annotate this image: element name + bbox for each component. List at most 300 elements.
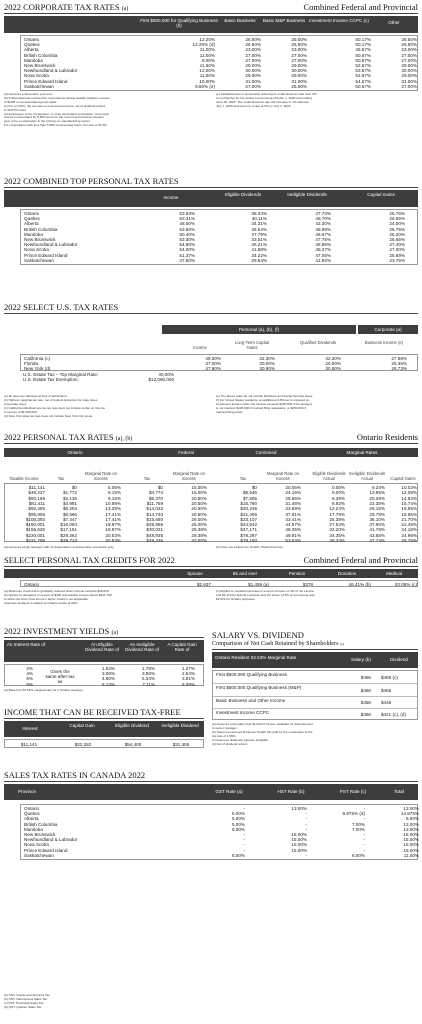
row-label: Prince Edward Island <box>24 252 68 258</box>
cell-value: 42.30% <box>315 221 331 227</box>
corporate-rule <box>4 13 418 14</box>
cell-value: 15.00% <box>291 842 307 848</box>
corporate-header-band <box>4 16 418 33</box>
cell-value: 4.60% <box>101 676 115 682</box>
cell-value: $17,151 <box>60 527 77 533</box>
row-label: Alberta <box>24 47 39 53</box>
footnote: (c) Assumes dividends paid are ineligible. <box>212 737 269 742</box>
footnote: to which the First-Time Donor's Super Credit is not applicable. <box>4 596 89 601</box>
cell-value: 29.00% <box>401 73 417 79</box>
footnote: married filing jointly. <box>216 409 244 414</box>
cell-value: - <box>305 826 307 832</box>
cell-value: 12.00% <box>403 826 419 832</box>
row-label: Alberta <box>24 816 39 822</box>
sales-header: PST Rate (c) <box>339 789 367 794</box>
personal-top-header: Eligible Dividends <box>224 192 262 197</box>
cell-value: 32.30% <box>259 356 275 361</box>
cell-value: 5.00% <box>405 816 419 822</box>
salary-header-band <box>212 652 418 668</box>
cell-value: $28,558 <box>146 522 163 528</box>
cell-value: 20.05% <box>285 485 301 490</box>
cell-value: $459 (c) <box>381 674 398 680</box>
cell-value: 6.39% <box>331 495 345 501</box>
cell-value: 32.30% <box>325 356 341 361</box>
footnote: (a) All rates are effective at time of publication. <box>4 394 68 398</box>
row-label: Manitoba <box>24 231 43 237</box>
cell-value: 46.67% <box>315 231 331 237</box>
salary-header-salary: Salary (b) <box>351 657 371 662</box>
cell-value: 15.00% <box>291 832 307 837</box>
footnote: (c) California individual income tax rate does not include surtax on income <box>4 405 106 410</box>
yields-header: A Capital Gain Rate of <box>167 642 197 652</box>
cell-value: $6,204 <box>62 506 77 512</box>
cell-value: 27.00% <box>401 57 417 63</box>
personal-top-section <box>4 176 418 286</box>
footnote: (d) Net of dividend refund. <box>212 741 248 746</box>
cell-value: 26.65% <box>389 237 405 242</box>
footnote: (b) Takes into account Employer Health Tax paid by the corporation at the <box>212 729 313 734</box>
row-label: British Columbia <box>24 52 58 58</box>
cell-value: - <box>363 847 365 853</box>
footnote: year or be a corporation in the primary or manufacturing sector. <box>4 119 91 124</box>
cell-value: $16,084 <box>60 522 77 528</box>
cell-value: 50.67% <box>355 57 371 63</box>
cell-value: 47.74% <box>369 538 385 543</box>
cell-value: 1.27% <box>181 666 195 671</box>
cell-value: 9.15% <box>107 490 121 496</box>
row-label: First $500,000 Qualifying Business <box>216 672 287 677</box>
cell-value: $44,642 <box>240 522 257 528</box>
cell-value: 2% <box>26 666 33 671</box>
cell-value: 20.00% <box>259 361 275 367</box>
cell-value: 8.92% <box>331 500 345 506</box>
taxfree-title: INCOME THAT CAN BE RECEIVED TAX-FREE <box>4 707 181 717</box>
footnote: (a) Maximum credit that is gradually reduced when income exceeds $39,826. <box>4 589 110 593</box>
ptr-groups-band <box>4 448 418 457</box>
cell-value: 9.00% <box>201 57 215 63</box>
cell-value: 48.35% <box>285 527 301 533</box>
cell-value: 9.15% <box>107 495 121 501</box>
footnote: is 30.67% lower. <box>4 107 27 112</box>
taxfree-header-band <box>4 721 204 737</box>
us-header: Income <box>193 345 207 350</box>
cell-value: 23.00% <box>291 47 307 53</box>
cell-value: 23.00% <box>401 47 417 53</box>
footnote: (b) Highest marginal tax rate, net of federal deduction for state taxes <box>4 397 98 402</box>
cell-value: 21.70% <box>401 516 417 522</box>
sales-header: GST Rate (a) <box>215 789 243 794</box>
cell-value: 29.00% <box>291 73 307 79</box>
salary-subtitle-text: Comparison of Net Cash Retained by Shareholders <box>212 640 339 647</box>
salary-table <box>212 670 418 720</box>
cell-value: 15.00% <box>403 832 419 837</box>
estate-label: U.S. Estate Tax Exemption: <box>23 377 79 383</box>
row-label: Newfoundland & Labrador <box>24 68 78 74</box>
cell-value: 24.96% <box>401 532 417 538</box>
cell-value: $14,033 <box>146 506 163 512</box>
ptr-group: Marginal Rates <box>346 450 378 455</box>
cell-value: 43.41% <box>285 516 301 522</box>
cell-value: 17.79% <box>329 511 345 517</box>
row-label: $155,626 <box>25 527 45 533</box>
footnote: (c) PST: Provincial Sales Tax <box>4 1000 44 1005</box>
sales-table <box>20 804 418 860</box>
sales-title: SALES TAX RATES IN CANADA 2022 <box>4 770 146 780</box>
cell-value: 29.00% <box>245 63 261 68</box>
personal-top-rule <box>4 187 418 188</box>
row-label: Manitoba <box>24 826 43 832</box>
cell-value: $29,362 <box>60 532 77 538</box>
cell-value: 36.54% <box>251 226 267 232</box>
footnote: For corporations with less than 5,500 remunerated hours, the rate is 20.5%. <box>4 123 108 128</box>
cell-value: $6,546 <box>242 490 257 496</box>
footnote: of $10M on an associated group basis. <box>4 99 58 104</box>
cell-value: 12.08% <box>401 490 417 496</box>
cell-value: 25.69% <box>389 252 405 258</box>
personal-top-table <box>20 209 418 265</box>
footnote: (b) Applies to donations in excess of $200 and taxable income below $221,708 <box>4 592 112 597</box>
cell-value: $79,150 <box>240 538 257 543</box>
us-personal-band <box>162 325 356 334</box>
personal-top-header-band <box>4 190 418 207</box>
corporate-notes-right <box>216 93 418 109</box>
estate-value: 40.00% <box>158 372 174 377</box>
cell-value: $31,455 <box>172 742 190 747</box>
cell-value: 25.16% <box>369 506 385 512</box>
table-row <box>21 84 417 89</box>
cell-value: 5.00% <box>231 852 245 858</box>
ptr-note-b: (b) Does not include the Ontario Health Premium. <box>216 545 284 549</box>
footnote: and be remunerated for 5,500 hours for the current and previous taxation <box>4 115 104 120</box>
cell-value: - <box>363 832 365 837</box>
cell-value: 13.00% <box>403 806 419 811</box>
ptr-title-sup: (a), (b) <box>115 436 133 442</box>
row-label: $92,455 <box>28 506 45 512</box>
cell-value: $1,459 (a) <box>248 582 269 587</box>
cell-value: $421 (c), (d) <box>381 712 407 718</box>
cell-value: 6% <box>26 676 33 682</box>
row-label: Quebec <box>24 216 41 222</box>
us-table <box>20 354 418 371</box>
cell-value: 3.56% <box>141 671 155 677</box>
cell-value: 46.41% (b) <box>348 582 371 587</box>
cell-value: 29.00% <box>245 73 261 79</box>
cell-value: 25.20% <box>389 231 405 237</box>
cell-value: 17.41% <box>105 516 121 522</box>
cell-value: 50.67% <box>355 83 371 89</box>
row-label: Basic Business and Other Income <box>216 697 286 703</box>
cell-value: 48.00% <box>179 221 195 227</box>
row-label: Quebec <box>24 42 41 48</box>
cell-value: 23.75% <box>389 257 405 263</box>
credits-table <box>20 580 418 587</box>
cell-value: 49.91% <box>285 532 301 538</box>
taxfree-header: Ineligible Dividend <box>161 723 199 728</box>
cell-value: 53.53% <box>285 538 301 543</box>
cell-value: 26.00% <box>191 516 207 522</box>
salary-rule <box>212 649 418 650</box>
row-label: California (c) <box>24 356 51 361</box>
cell-value: $14,740 <box>146 511 163 517</box>
cell-value: $20,236 <box>240 506 257 512</box>
cell-value: $11,769 <box>146 500 163 506</box>
cell-value: 11.50% <box>199 63 215 68</box>
us-header: Business Income (e) <box>364 340 404 345</box>
cell-value: 50.17% <box>355 42 371 48</box>
cell-value: 50.17% <box>355 37 371 42</box>
cell-value: - <box>243 842 245 848</box>
cell-value: 1.53% <box>101 666 115 671</box>
cell-value: 20.50% <box>191 506 207 512</box>
cell-value: 24.15% <box>285 490 301 496</box>
footnote: to owner manager. <box>212 725 238 730</box>
cell-value: $29,713 <box>60 538 77 543</box>
sales-header: HST Rate (b) <box>277 789 305 794</box>
cell-value: 31.00% <box>291 78 307 84</box>
row-label: $100,393 <box>25 516 45 522</box>
cell-value: 33.89% <box>285 506 301 512</box>
cell-value: 13.39% <box>105 506 121 512</box>
table-row <box>21 582 417 587</box>
corporate-header: Other <box>388 20 400 25</box>
row-label: Ontario <box>24 37 40 42</box>
cell-value: - <box>363 842 365 848</box>
cell-value: 53.30% <box>179 237 195 242</box>
cell-value: 36.10% <box>369 516 385 522</box>
cell-value: $2,135 <box>62 495 77 501</box>
cell-value: $456 <box>360 712 371 718</box>
cell-value: $1,772 <box>62 490 77 496</box>
cell-value: $49,436 <box>146 538 163 543</box>
credits-section <box>4 555 418 615</box>
cell-value: 29.78% <box>369 511 385 517</box>
cell-value: 15.00% <box>403 847 419 853</box>
cell-value: 47.74% <box>315 211 331 216</box>
row-label: Saskatchewan <box>24 257 54 263</box>
cell-value: 24.18% <box>401 527 417 533</box>
cell-value: $54,400 <box>124 742 142 747</box>
cell-value: 53.31% <box>179 216 195 222</box>
ptr-note-a: (a) Assumes single taxpayer with no dependents receiving basic exemption only. <box>4 545 115 549</box>
cell-value: 33.00% <box>191 538 207 543</box>
cell-value: $16,760 <box>240 500 257 506</box>
cell-value: $47,171 <box>240 527 257 533</box>
cell-value: 50.40% <box>179 231 195 237</box>
cell-value: 6.13% <box>101 681 115 687</box>
table-row <box>21 258 417 263</box>
cell-value: 52.67% <box>355 73 371 79</box>
cell-value: 37.91% <box>285 511 301 517</box>
cell-value: - <box>305 816 307 822</box>
cell-value: 41.58% <box>251 247 267 253</box>
sales-header-band <box>4 784 418 800</box>
estate-value: $12,060,000 <box>148 377 174 383</box>
yields-header-band <box>4 640 204 662</box>
cell-value: 23.00% <box>245 47 261 53</box>
corporate-right-title: Combined Federal and Provincial <box>303 2 418 12</box>
footnote: (e) The above rates do not include Medicare and Social Security taxes. <box>216 394 314 398</box>
corporate-title-sup: (a) <box>121 6 129 12</box>
personal-top-header: Income <box>163 195 179 200</box>
cell-value: 33.51% <box>251 237 267 242</box>
yields-title-sup: (a) <box>111 630 119 636</box>
cell-value: $378 <box>302 582 313 587</box>
row-label: Nova Scotia <box>24 247 49 253</box>
footnote: is not married, $125,000 if married filing separately, or $250,000 if <box>216 405 306 410</box>
table-row <box>5 682 203 687</box>
cell-value: 13.95% <box>369 490 385 496</box>
us-corporate-label: Corporate (a) <box>374 327 402 332</box>
credits-header: Pension <box>288 571 306 576</box>
cell-value: $0 <box>157 485 163 490</box>
cell-value: 41.78% <box>369 527 385 533</box>
cell-value: 18.97% <box>105 522 121 528</box>
yields-table <box>4 664 204 686</box>
estate-row <box>20 377 280 382</box>
cell-value: 27.00% <box>245 57 261 63</box>
cell-value: $7,505 <box>242 495 257 501</box>
row-label: Newfoundland & Labrador <box>24 242 78 248</box>
row-label: New York (d) <box>24 366 51 372</box>
cell-value: $23,107 <box>240 516 257 522</box>
cell-value: 30.00% <box>401 68 417 74</box>
cell-value: 3.06% <box>101 671 115 677</box>
table-row <box>213 683 417 695</box>
cell-value: 26.75% <box>389 226 405 232</box>
credits-header: Donation <box>337 571 357 576</box>
cell-value: $11,141 <box>20 742 38 747</box>
cell-value: $30,021 <box>146 527 163 533</box>
cell-value: 17.41% <box>105 511 121 517</box>
cell-value: 15.00% <box>291 837 307 843</box>
cell-value: 20.50% <box>191 500 207 506</box>
cell-value: 34.31% <box>251 221 267 227</box>
cell-value: 3.81% <box>181 676 195 682</box>
cell-value: 15.00% <box>403 837 419 843</box>
corporate-header: First $500,000 for Qualifying Business (b) <box>140 18 218 28</box>
us-personal-label: Personal (a), (b), (f) <box>238 327 280 332</box>
cell-value: 12.00% <box>403 821 419 827</box>
estate-label: U.S. Estate Tax – Top Marginal Rate: <box>23 372 99 377</box>
us-notes-right <box>216 395 418 415</box>
us-corporate-band <box>358 325 418 334</box>
us-section <box>4 302 418 442</box>
cell-value: 46.67% <box>355 47 371 53</box>
ptr-column-header: Ineligible Dividends Actual <box>348 471 386 482</box>
cell-value: 27.40% <box>389 242 405 248</box>
ptr-column-header: Eligible Dividends Actual <box>312 471 346 482</box>
cell-value: 34.22% <box>251 252 267 258</box>
cell-value: 2.54% <box>181 671 195 677</box>
row-label: Investment Income CCPC <box>216 709 270 715</box>
cell-value: 7.11% <box>142 681 155 687</box>
cell-value: $22,282 <box>74 742 92 747</box>
cell-value: 12.00% <box>199 68 215 74</box>
footnote: in excess of $1,000,000. <box>4 409 38 414</box>
cell-value: 24.00% <box>389 221 405 227</box>
cell-value: 37.90% <box>369 522 385 528</box>
sales-rule <box>4 781 418 782</box>
footnote: to nil effective for the period commencing October 1, 2020 and ending <box>216 95 312 100</box>
cell-value: 27.00% <box>291 52 307 58</box>
footnote: June 30, 2022. The small-business rate will increase to 1% effective <box>216 99 309 104</box>
cell-value: 9.24% <box>371 485 385 490</box>
us-estate <box>20 372 280 383</box>
cell-value: 15.00% <box>191 490 207 496</box>
footnote: (e) Saskatchewan is temporarily reducing its small-business rate from 2% <box>216 92 317 96</box>
cell-value: - <box>243 847 245 853</box>
sales-header: Province <box>18 789 36 794</box>
cell-value: 27.00% <box>245 52 261 58</box>
row-label: New Brunswick <box>24 63 56 68</box>
cell-value: $455 <box>381 687 392 693</box>
table-row <box>5 538 417 543</box>
cell-value: 11.00% <box>199 47 215 53</box>
cell-value: 41.82% <box>315 257 331 263</box>
corporate-header: Investment Income CCPC (c) <box>309 18 369 23</box>
cell-value: - <box>243 806 245 811</box>
cell-value: $446 <box>381 700 392 706</box>
cell-value: 47.05% <box>315 252 331 258</box>
cell-value: 5.34% <box>141 676 155 682</box>
cell-value: 31.00% <box>245 78 261 84</box>
yields-header: An Ineligible Dividend Rate of <box>125 642 159 652</box>
row-label: Prince Edward Island <box>24 847 68 853</box>
cell-value: 15.74% <box>401 500 417 506</box>
yields-title-text: 2022 INVESTMENT YIELDS <box>4 626 110 636</box>
cell-value: 27.98% <box>391 356 407 361</box>
cell-value: 54.00% <box>179 247 195 253</box>
footnote: (corporate only). <box>4 401 27 406</box>
corporate-notes-left <box>4 93 210 128</box>
salary-subtitle-sup: (a) <box>340 642 344 646</box>
cell-value: $0 <box>71 485 77 490</box>
corporate-header: Basic Business <box>224 18 256 23</box>
credits-header: Medical <box>386 571 402 576</box>
cell-value: - <box>243 832 245 837</box>
cell-value: 26.50% <box>401 37 417 42</box>
footnote: and $2,479 for federal purposes and the lesser of 3% of net income and <box>216 592 315 597</box>
yields-header: An Interest Rate of <box>6 642 46 647</box>
cell-value: $456 <box>360 674 371 680</box>
cell-value: 26.50% <box>401 42 417 48</box>
cell-value: 5.00% <box>231 816 245 822</box>
cell-value: 27.00% <box>389 247 405 253</box>
credits-header: 65 and over <box>232 571 258 576</box>
salary-section <box>212 630 418 750</box>
cell-value: 25.00% <box>291 37 307 42</box>
cell-value: 14.975% <box>400 811 419 817</box>
cell-value: 5.00% <box>231 826 245 832</box>
cell-value: 37.79% <box>251 231 267 237</box>
cell-value: $78,297 <box>240 532 257 538</box>
cell-value: 22.48% <box>401 522 417 528</box>
cell-value: 10.98% <box>105 500 121 506</box>
credits-notes-left <box>4 590 210 606</box>
row-label: British Columbia <box>24 821 58 827</box>
cell-value: 26.76% <box>389 211 405 216</box>
cell-value: 40.11% <box>251 216 267 222</box>
cell-value: 30.90% <box>259 366 275 372</box>
cell-value: 29.64% <box>251 257 267 263</box>
cell-value: $7,447 <box>62 516 77 522</box>
footnote: (b) HST: Harmonized Sales Tax <box>4 996 48 1001</box>
footnote: (a) Assumes corporation has $1,000 of income available for disbursement <box>212 722 313 726</box>
corporate-table <box>20 35 418 91</box>
ptr-rule <box>4 443 418 444</box>
cell-value: 20.50% <box>191 495 207 501</box>
cell-value: $456 <box>360 700 371 706</box>
